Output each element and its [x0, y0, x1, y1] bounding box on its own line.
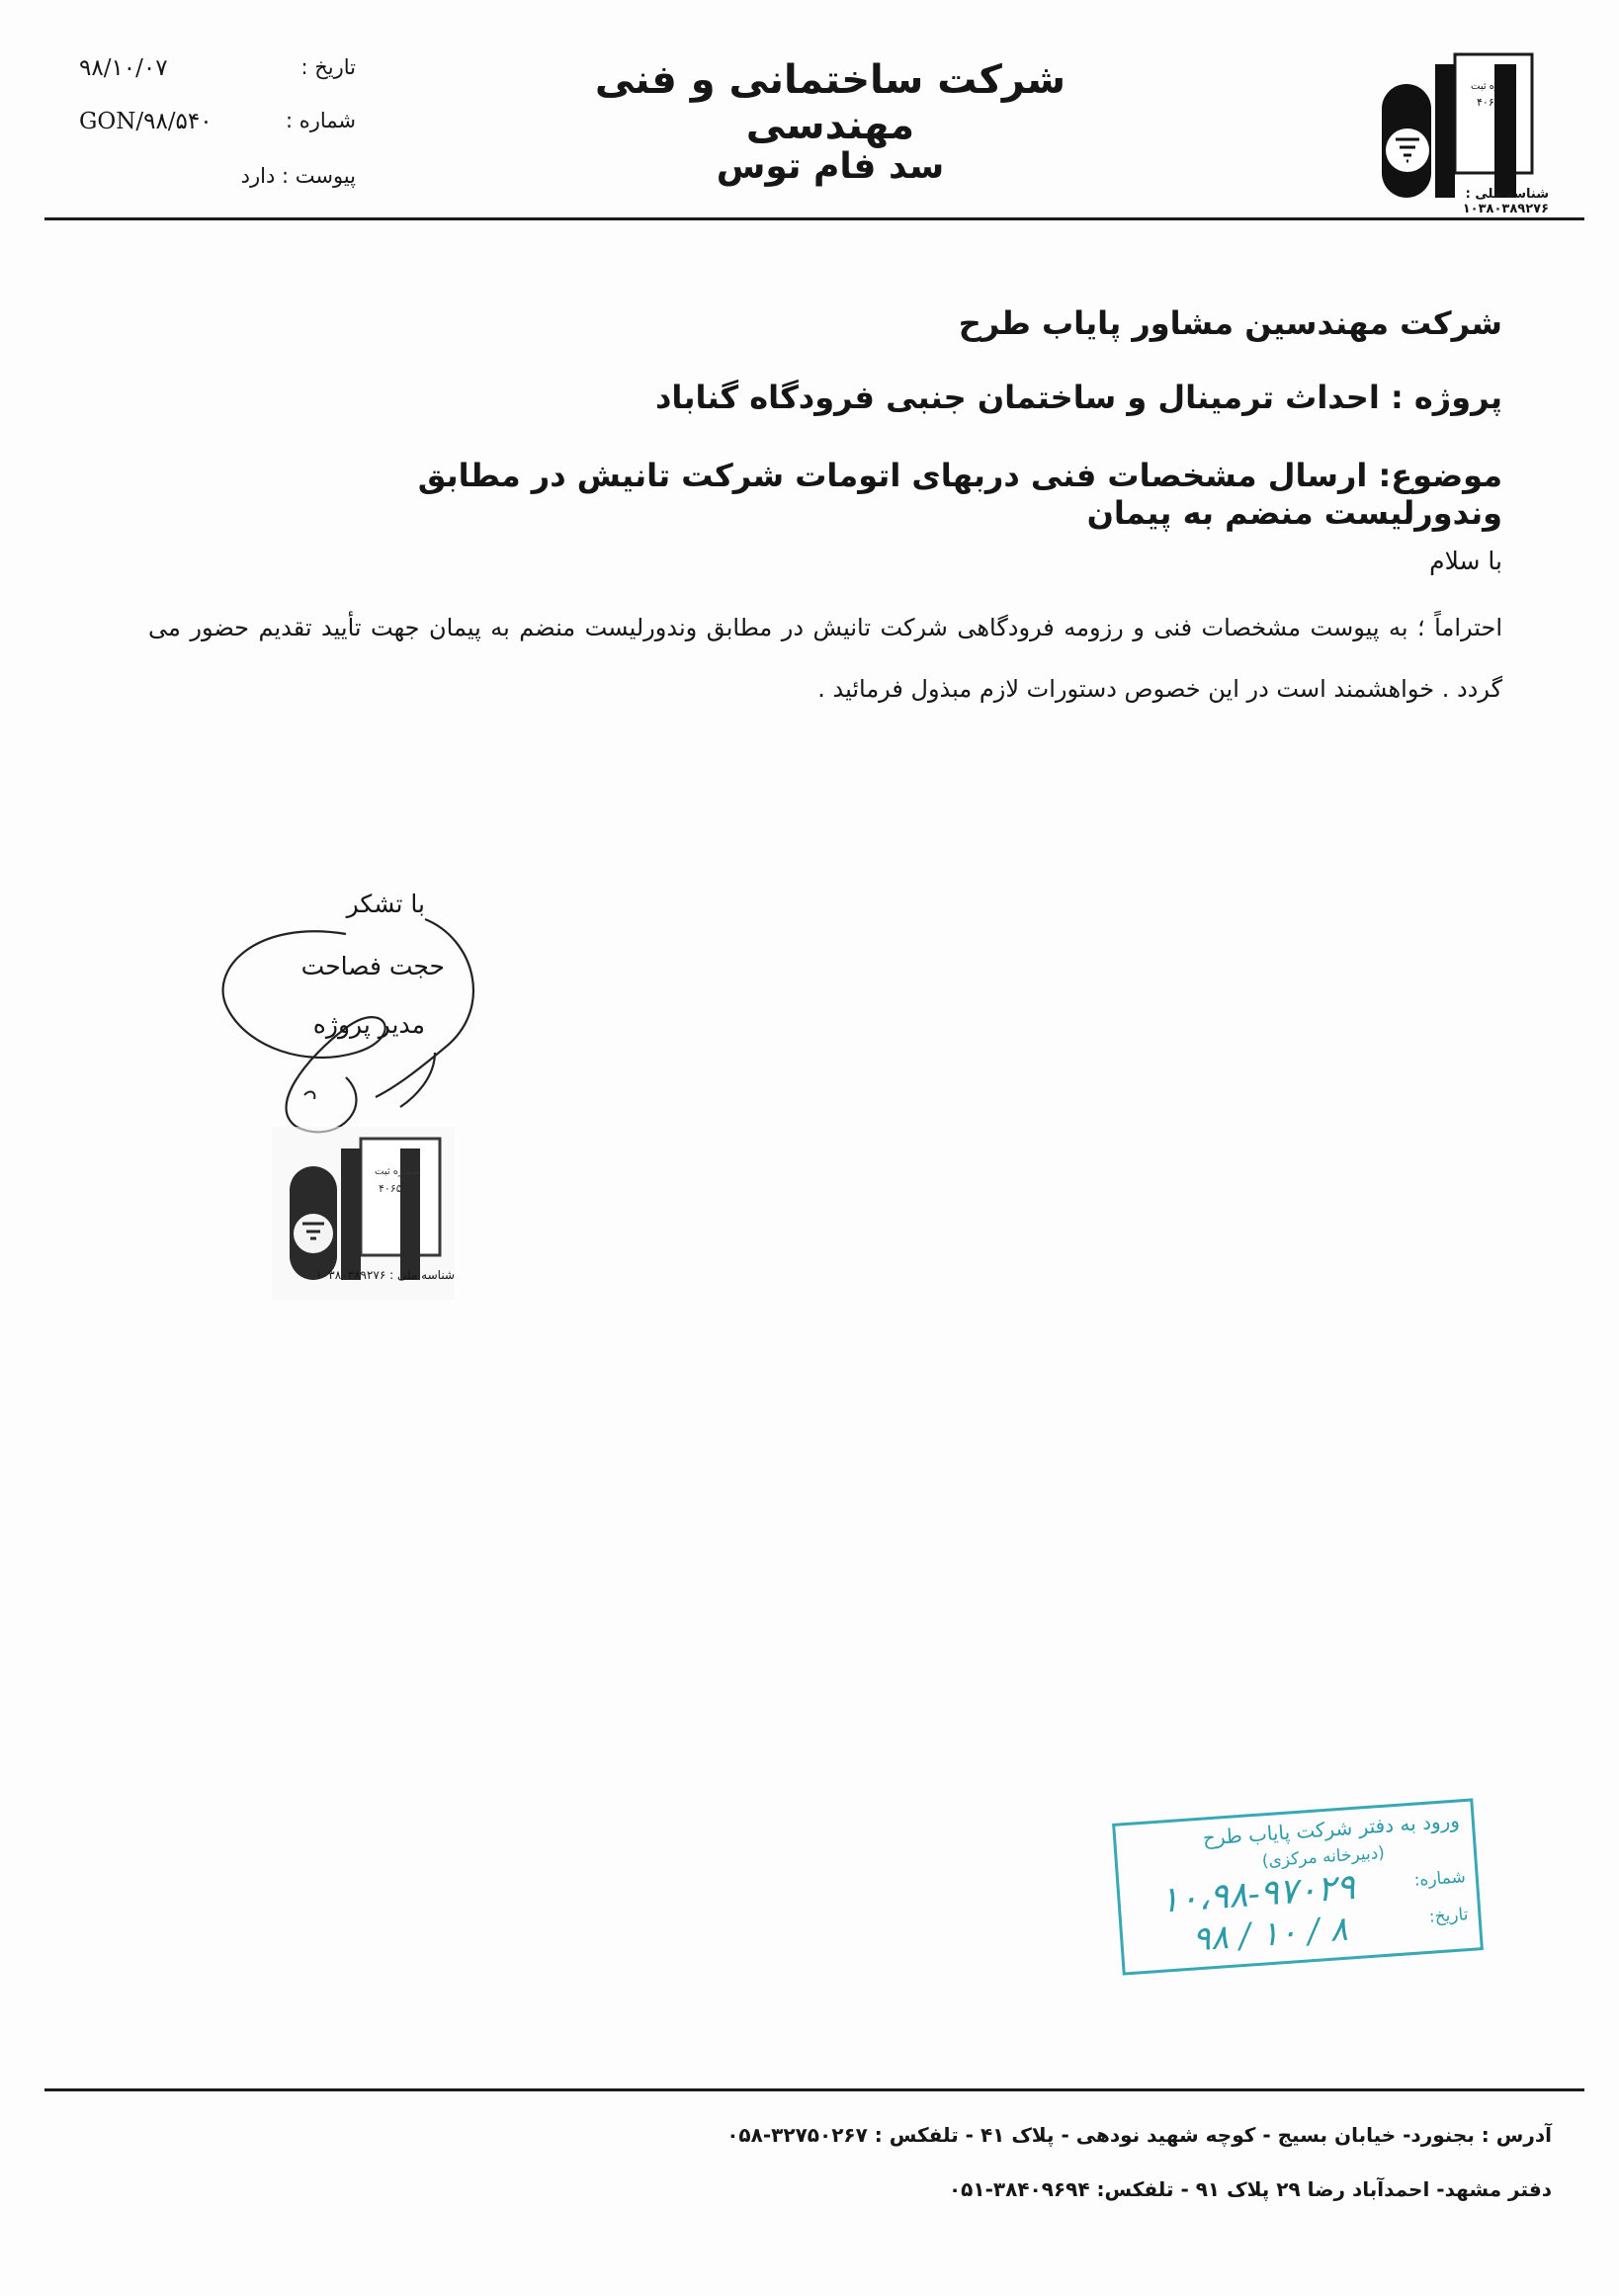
footer-address: آدرس : بجنورد- خیابان بسیج - کوچه شهید نودهی - پلاک ۴۱ - تلفکس : ۳۲۷۵۰۲۶۷-۰۵۸ [726, 2123, 1552, 2147]
svg-text:۴۰۶۵: ۴۰۶۵ [1477, 96, 1500, 109]
header-divider [44, 217, 1584, 220]
number-value: GON/۹۸/۵۴۰ [79, 109, 213, 134]
attachment-label: پیوست : دارد [240, 164, 356, 188]
signatory-title: مدیر پروژه [312, 1010, 425, 1039]
signatory-name: حجت فصاحت [300, 952, 445, 980]
stamp-national-id: شناسه ملی : ۱۰۳۸۰۳۸۹۲۷۶ [315, 1268, 455, 1282]
logo-national-id: شناسه ملی : ۱۰۳۸۰۳۸۹۲۷۶ [1462, 187, 1549, 216]
letter-attachment [79, 164, 356, 200]
letter-number [79, 109, 356, 144]
date-value: ۹۸/۱۰/۰۷ [79, 55, 168, 81]
received-date-label: تاریخ: [1428, 1905, 1470, 1927]
received-date-value: ۹۸ / ۱۰ / ۸ [1191, 1909, 1349, 1960]
svg-text:شماره ثبت: شماره ثبت [1471, 81, 1517, 92]
company-name: شرکت ساختمانی و فنی مهندسی [594, 57, 1066, 148]
svg-text:شماره ثبت: شماره ثبت [375, 1166, 421, 1177]
handwritten-signature [198, 880, 514, 1137]
footer-mashhad-office: دفتر مشهد- احمدآباد رضا ۲۹ پلاک ۹۱ - تلفکس: ۳۸۴۰۹۶۹۴-۰۵۱ [948, 2177, 1552, 2201]
signature-thanks: با تشکر [346, 890, 425, 918]
svg-text:۴۰۶۵: ۴۰۶۵ [379, 1182, 402, 1195]
letter-body: احتراماً ؛ به پیوست مشخصات فنی و رزومه فرودگاهی شرکت تانیش در مطابق وندورلیست منضم به پیمان جهت تأیید تقدیم حضور می گردد . خواهشمند است در این خصوص دستورات لازم مبذول فرمائید . [148, 614, 1502, 703]
recipient: شرکت مهندسین مشاور پایاب طرح [958, 304, 1502, 342]
company-subname: سد فام توس [716, 146, 945, 187]
number-label: شماره : [285, 109, 356, 132]
subject-line: موضوع: ارسال مشخصات فنی دربهای اتومات شرکت تانیش در مطابق وندورلیست منضم به پیمان [417, 457, 1502, 532]
received-stamp-title: ورود به دفتر شرکت پایاب طرح [1202, 1808, 1461, 1850]
received-stamp-subtitle: (دبیرخانه مرکزی) [1261, 1842, 1386, 1872]
letter-date [79, 55, 356, 91]
footer-divider [44, 2088, 1584, 2091]
received-number-value: ۱۰،۹۸-۹۷۰۲۹ [1158, 1867, 1357, 1921]
greeting: با سلام [1429, 547, 1502, 575]
project-line: پروژه : احداث ترمینال و ساختمان جنبی فرودگاه گناباد [655, 379, 1502, 416]
received-stamp [1112, 1798, 1484, 1975]
received-number-label: شماره: [1413, 1867, 1467, 1891]
date-label: تاریخ : [300, 55, 356, 79]
